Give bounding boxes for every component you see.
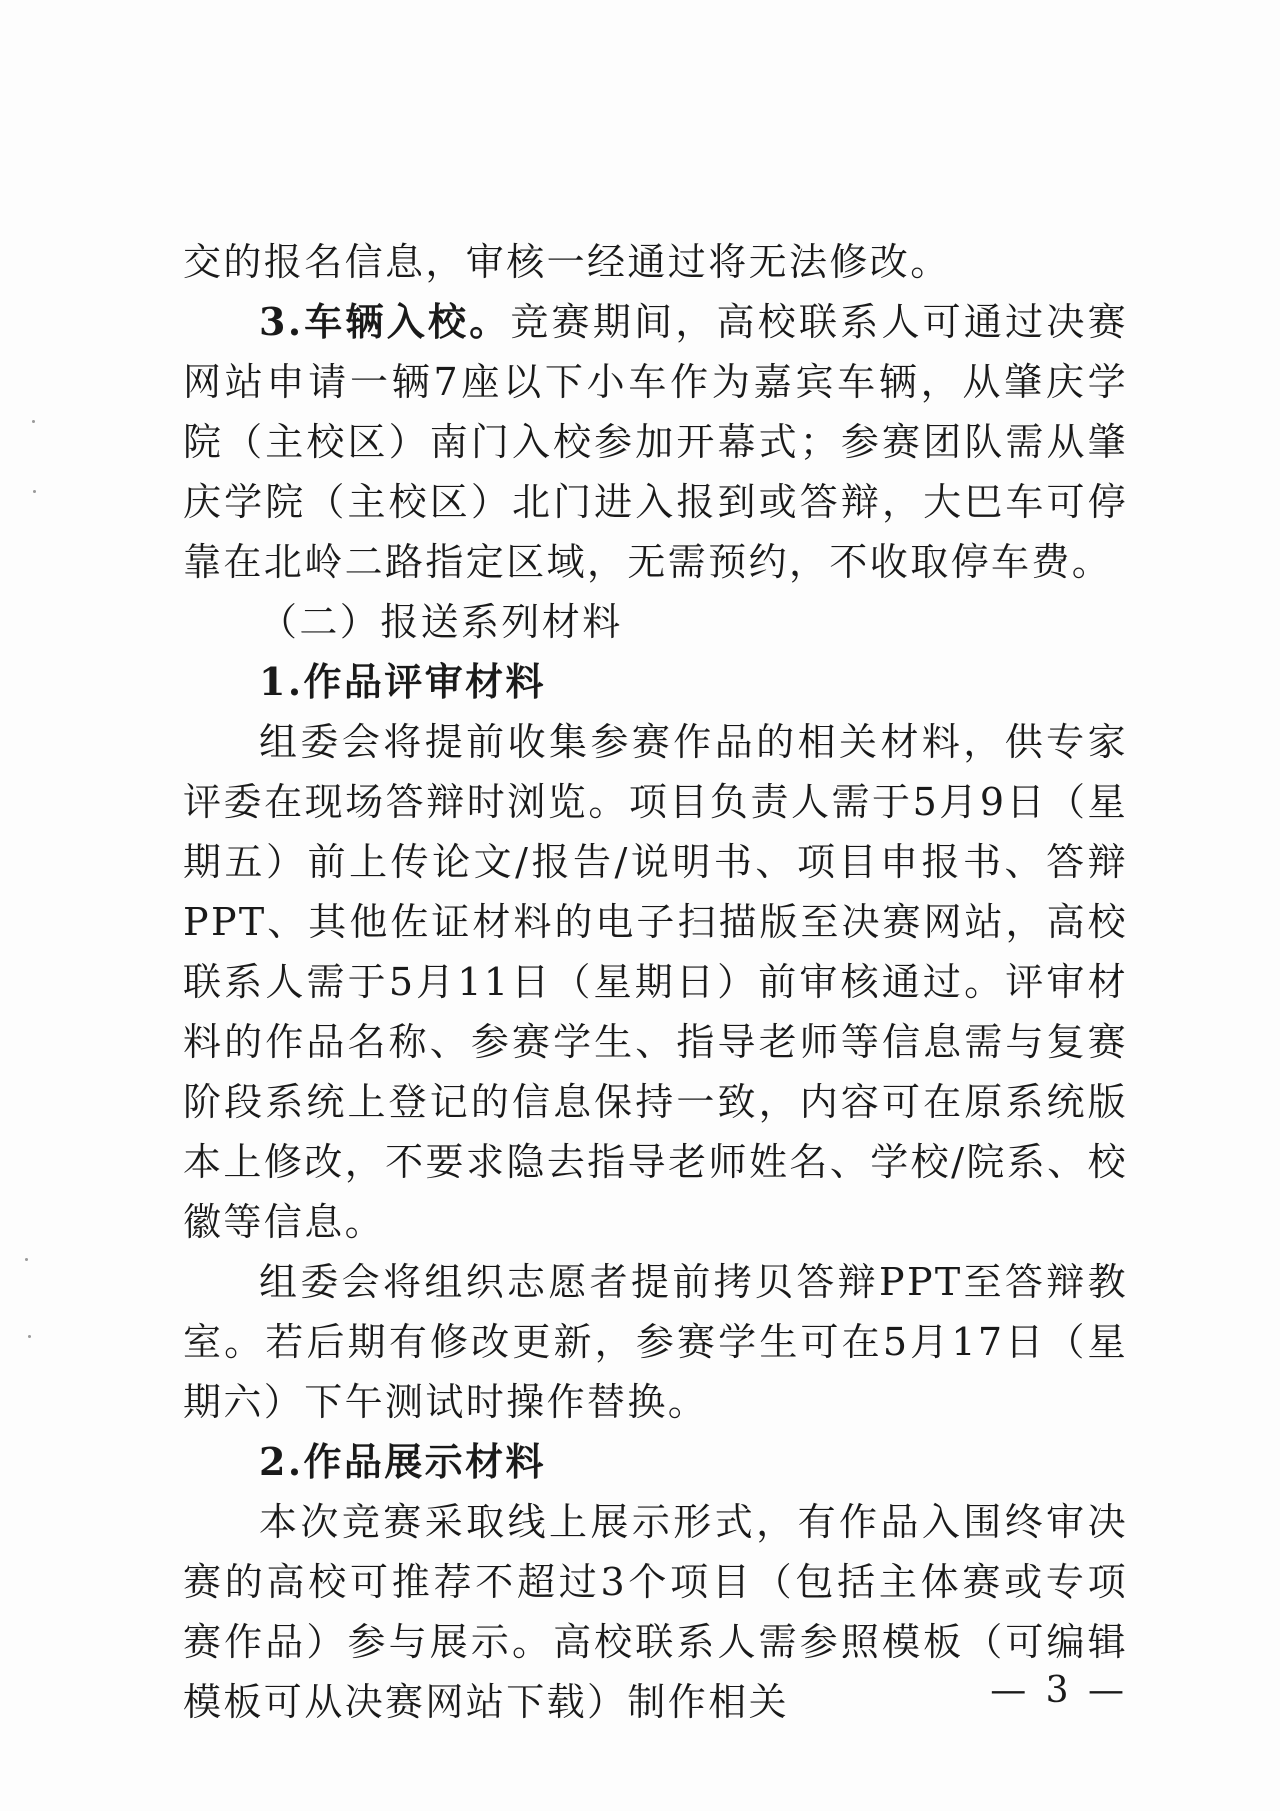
paragraph-continued: 交的报名信息，审核一经通过将无法修改。 [183,240,951,284]
scan-speck [33,490,36,493]
page-number: — 3 — [990,1670,1128,1711]
paragraph-display-materials: 本次竞赛采取线上展示形式，有作品入围终审决赛的高校可推荐不超过3个项目（包括主体赛或专项赛作品）参与展示。高校联系人需参照模板（可编辑模板可从决赛网站下载）制作相关 [183,1500,1128,1724]
scan-speck [32,420,35,423]
paragraph-review-materials: 组委会将提前收集参赛作品的相关材料，供专家评委在现场答辩时浏览。项目负责人需于5月9日（星期五）前上传论文/报告/说明书、项目申报书、答辩PPT、其他佐证材料的电子扫描版至决赛网站，高校联系人需于5月11日（星期日）前审核通过。评审材料的作品名称、参赛学生、指导老师等信息需与复赛阶段系统上登记的信息保持一致，内容可在原系统版本上修改，不要求隐去指导老师姓名、学校/院系、校徽等信息。 [183,720,1128,1244]
scan-speck [25,1258,28,1261]
subsection-heading-display-materials: 2.作品展示材料 [259,1439,546,1484]
item-title-vehicle-entry: 3.车辆入校。 [259,299,511,344]
section-heading-materials: （二）报送系列材料 [259,600,623,644]
scan-speck [28,1335,31,1338]
document-body [183,232,1128,1732]
paragraph-ppt-copy: 组委会将组织志愿者提前拷贝答辩PPT至答辩教室。若后期有修改更新，参赛学生可在5月17日（星期六）下午测试时操作替换。 [183,1260,1128,1424]
item-body-vehicle-entry: 竞赛期间，高校联系人可通过决赛网站申请一辆7座以下小车作为嘉宾车辆，从肇庆学院（主校区）南门入校参加开幕式；参赛团队需从肇庆学院（主校区）北门进入报到或答辩，大巴车可停靠在北岭二路指定区域，无需预约，不收取停车费。 [183,300,1128,584]
paragraph-vehicle-entry [183,292,1128,592]
subsection-heading-review-materials: 1.作品评审材料 [259,659,546,704]
